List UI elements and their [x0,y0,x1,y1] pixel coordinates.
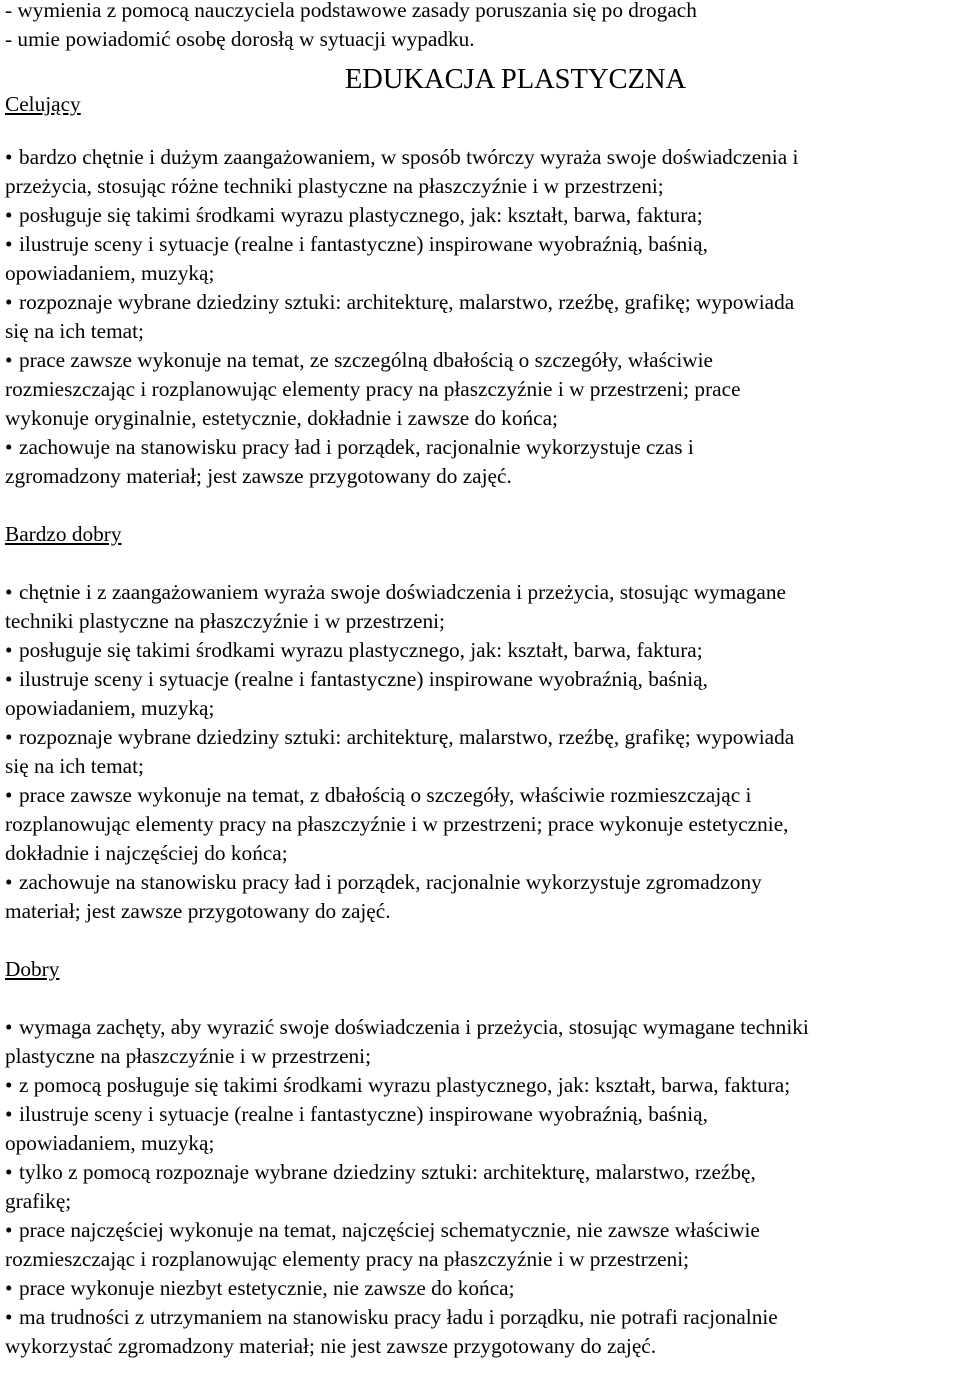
list-item [5,723,956,781]
list-item-line [5,1332,956,1361]
list-item-line [5,201,956,230]
list-item-line [5,839,956,868]
list-item-line [5,1303,956,1332]
criteria-list [5,1013,956,1361]
list-item-line [5,694,956,723]
list-item-line [5,317,956,346]
subject-title: EDUKACJA PLASTYCZNA [344,64,687,95]
list-item-line [5,462,956,491]
bullet-icon: • [5,1015,13,1039]
list-item-line [5,781,956,810]
list-item-text: przeżycia, stosując różne techniki plastyczne na płaszczyźnie i w przestrzeni; [5,174,664,198]
list-item-line [5,230,956,259]
bullet-icon: • [5,290,13,314]
list-item-line [5,288,956,317]
list-item-text: prace zawsze wykonuje na temat, z dbałością o szczegóły, właściwie rozmieszczając i [19,783,752,807]
list-item-text: rozpoznaje wybrane dziedziny sztuki: architekturę, malarstwo, rzeźbę, grafikę; wypowiada [19,290,795,314]
list-item [5,665,956,723]
list-item-line [5,1013,956,1042]
list-item-text: prace wykonuje niezbyt estetycznie, nie zawsze do końca; [19,1276,515,1300]
intro-line: - umie powiadomić osobę dorosłą w sytuacji wypadku. [5,27,475,51]
page-content [5,0,956,1361]
list-item [5,1158,956,1216]
list-item-text: bardzo chętnie i dużym zaangażowaniem, w sposób twórczy wyraża swoje doświadczenia i [19,145,799,169]
list-item-line [5,1187,956,1216]
list-item [5,1216,956,1274]
list-item-text: opowiadaniem, muzyką; [5,1131,215,1155]
list-item-line [5,375,956,404]
list-item-text: grafikę; [5,1189,72,1213]
grade-sections [5,114,956,1361]
list-item-line [5,143,956,172]
bullet-icon: • [5,203,13,227]
subject-heading-row [5,56,956,114]
bullet-icon: • [5,638,13,662]
bullet-icon: • [5,1218,13,1242]
spacer [5,114,956,143]
list-item-line [5,723,956,752]
list-item-text: tylko z pomocą rozpoznaje wybrane dziedziny sztuki: architekturę, malarstwo, rzeźbę, [19,1160,756,1184]
list-item-line [5,1100,956,1129]
list-item-text: chętnie i z zaangażowaniem wyraża swoje doświadczenia i przeżycia, stosując wymagane [19,580,786,604]
list-item [5,1303,956,1361]
list-item-text: się na ich temat; [5,319,144,343]
list-item-line [5,1158,956,1187]
list-item [5,143,956,201]
grade-heading-dobry: Dobry [5,957,60,981]
bullet-icon: • [5,1276,13,1300]
list-item-line [5,404,956,433]
bullet-icon: • [5,580,13,604]
list-item-line [5,868,956,897]
list-item [5,1071,956,1100]
list-item [5,636,956,665]
list-item-line [5,346,956,375]
list-item-line [5,1216,956,1245]
bullet-icon: • [5,232,13,256]
bullet-icon: • [5,667,13,691]
bullet-icon: • [5,725,13,749]
list-item-line [5,172,956,201]
list-item-text: rozmieszczając i rozplanowując elementy pracy na płaszczyźnie i w przestrzeni; [5,1247,690,1271]
list-item-text: posługuje się takimi środkami wyrazu plastycznego, jak: kształt, barwa, faktura; [19,638,703,662]
list-item-text: wykorzystać zgromadzony materiał; nie jest zawsze przygotowany do zajęć. [5,1334,657,1358]
spacer [5,549,956,578]
bullet-icon: • [5,1102,13,1126]
list-item [5,1274,956,1303]
grade-heading-celujacy: Celujący [5,92,81,116]
spacer [5,984,956,1013]
list-item-text: posługuje się takimi środkami wyrazu plastycznego, jak: kształt, barwa, faktura; [19,203,703,227]
list-item-text: plastyczne na płaszczyźnie i w przestrzeni; [5,1044,372,1068]
list-item [5,578,956,636]
list-item-text: rozplanowując elementy pracy na płaszczyźnie i w przestrzeni; prace wykonuje estetycznie, [5,812,789,836]
list-item-line [5,1245,956,1274]
bullet-icon: • [5,870,13,894]
list-item-line [5,810,956,839]
list-item-text: materiał; jest zawsze przygotowany do zajęć. [5,899,391,923]
bullet-icon: • [5,1160,13,1184]
list-item-text: prace najczęściej wykonuje na temat, najczęściej schematycznie, nie zawsze właściwie [19,1218,760,1242]
list-item [5,230,956,288]
bullet-icon: • [5,435,13,459]
list-item [5,1013,956,1071]
list-item [5,868,956,926]
list-item-line [5,897,956,926]
criteria-list [5,143,956,491]
list-item-line [5,1274,956,1303]
list-item [5,1100,956,1158]
list-item-line [5,607,956,636]
criteria-list [5,578,956,926]
bullet-icon: • [5,1073,13,1097]
list-item-text: rozpoznaje wybrane dziedziny sztuki: architekturę, malarstwo, rzeźbę, grafikę; wypowiada [19,725,795,749]
bullet-icon: • [5,145,13,169]
list-item-text: rozmieszczając i rozplanowując elementy pracy na płaszczyźnie i w przestrzeni; prace [5,377,741,401]
list-item-line [5,752,956,781]
list-item-line [5,578,956,607]
list-item-text: ilustruje sceny i sytuacje (realne i fantastyczne) inspirowane wyobraźnią, baśnią, [19,667,708,691]
list-item-text: ma trudności z utrzymaniem na stanowisku pracy ładu i porządku, nie potrafi racjonalnie [19,1305,778,1329]
list-item-text: z pomocą posługuje się takimi środkami wyrazu plastycznego, jak: kształt, barwa, faktura; [19,1073,791,1097]
list-item-text: wymaga zachęty, aby wyrazić swoje doświadczenia i przeżycia, stosując wymagane techniki [19,1015,809,1039]
list-item-text: ilustruje sceny i sytuacje (realne i fantastyczne) inspirowane wyobraźnią, baśnią, [19,1102,708,1126]
list-item [5,346,956,433]
list-item-line [5,665,956,694]
intro-line: - wymienia z pomocą nauczyciela podstawowe zasady poruszania się po drogach [5,0,697,22]
list-item-line [5,1042,956,1071]
list-item-text: zachowuje na stanowisku pracy ład i porządek, racjonalnie wykorzystuje zgromadzony [19,870,762,894]
list-item [5,288,956,346]
list-item [5,201,956,230]
list-item-line [5,636,956,665]
list-item-text: ilustruje sceny i sytuacje (realne i fantastyczne) inspirowane wyobraźnią, baśnią, [19,232,708,256]
list-item-line [5,1071,956,1100]
list-item-line [5,259,956,288]
bullet-icon: • [5,1305,13,1329]
spacer [5,926,956,955]
list-item [5,433,956,491]
list-item-text: prace zawsze wykonuje na temat, ze szczególną dbałością o szczegóły, właściwie [19,348,713,372]
bullet-icon: • [5,783,13,807]
list-item-text: opowiadaniem, muzyką; [5,696,215,720]
list-item-text: dokładnie i najczęściej do końca; [5,841,288,865]
list-item-line [5,1129,956,1158]
list-item-text: się na ich temat; [5,754,144,778]
list-item [5,781,956,868]
list-item-line [5,433,956,462]
bullet-icon: • [5,348,13,372]
list-item-text: zgromadzony materiał; jest zawsze przygotowany do zajęć. [5,464,512,488]
spacer [5,491,956,520]
list-item-text: techniki plastyczne na płaszczyźnie i w przestrzeni; [5,609,445,633]
grade-heading-bardzo-dobry: Bardzo dobry [5,522,122,546]
list-item-text: wykonuje oryginalnie, estetycznie, dokładnie i zawsze do końca; [5,406,558,430]
list-item-text: zachowuje na stanowisku pracy ład i porządek, racjonalnie wykorzystuje czas i [19,435,694,459]
list-item-text: opowiadaniem, muzyką; [5,261,215,285]
